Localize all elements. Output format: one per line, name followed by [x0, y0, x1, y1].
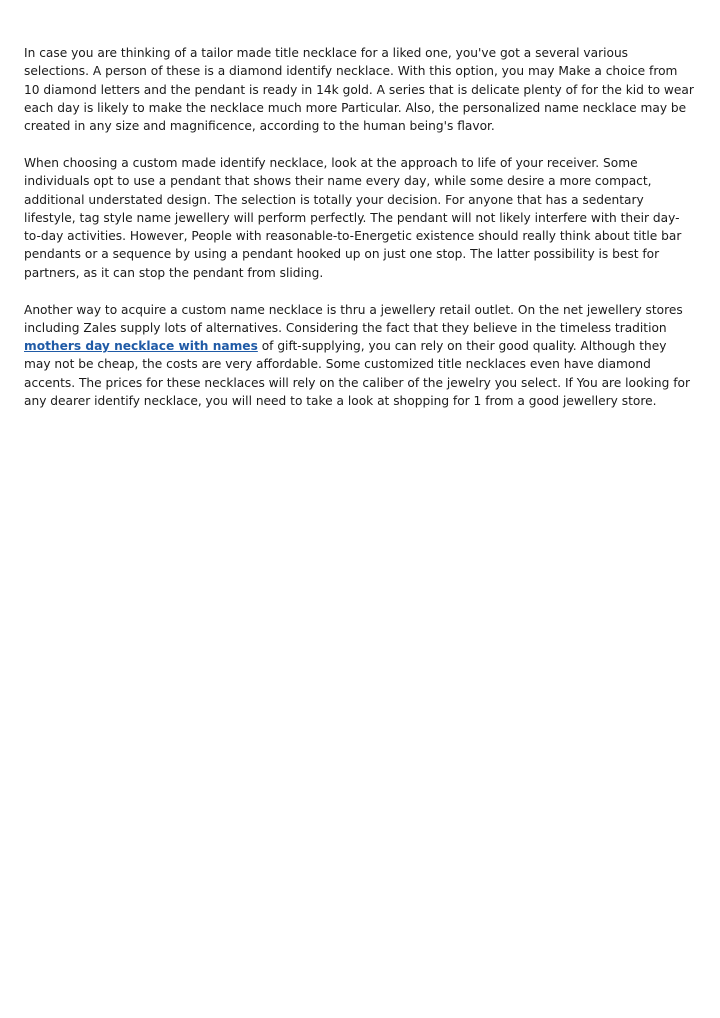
paragraph-text-before-link: Another way to acquire a custom name necklace is thru a jewellery retail outlet. On the net jewellery stores including Zales supply lots of alternatives. Considering the fact that they believe in the timeless tradition	[24, 302, 683, 335]
paragraph-choosing-necklace: When choosing a custom made identify necklace, look at the approach to life of your receiver. Some individuals opt to use a pendant that shows their name every day, while some desire a more compact, additional understated design. The selection is totally your decision. For anyone that has a sedentary lifestyle, tag style name jewellery will perform perfectly. The pendant will not likely interfere with their day-to-day activities. However, People with reasonable-to-Energetic existence should really think about title bar pendants or a sequence by using a pendant hooked up on just one stop. The latter possibility is best for partners, as it can stop the pendant from sliding.	[24, 155, 682, 280]
paragraph-jewellery-retail	[24, 301, 696, 411]
mothers-day-necklace-link[interactable]: mothers day necklace with names	[24, 339, 258, 354]
paragraph-tailor-made-necklace: In case you are thinking of a tailor made title necklace for a liked one, you've got a several various selections. A person of these is a diamond identify necklace. With this option, you may Make a choice from 10 diamond letters and the pendant is ready in 14k gold. A series that is delicate plenty of for the kid to wear each day is likely to make the necklace much more Particular. Also, the personalized name necklace may be created in any size and magnificence, according to the human being's flavor.	[24, 46, 694, 134]
paragraph-text-after-link: of gift-supplying, you can rely on their good quality. Although they may not be cheap, the costs are very affordable. Some customized title necklaces even have diamond accents. The prices for these necklaces will rely on the caliber of the jewelry you select. If You are looking for any dearer identify necklace, you will need to take a look at shopping for 1 from a good jewellery store.	[24, 339, 690, 409]
document-body	[24, 44, 696, 429]
